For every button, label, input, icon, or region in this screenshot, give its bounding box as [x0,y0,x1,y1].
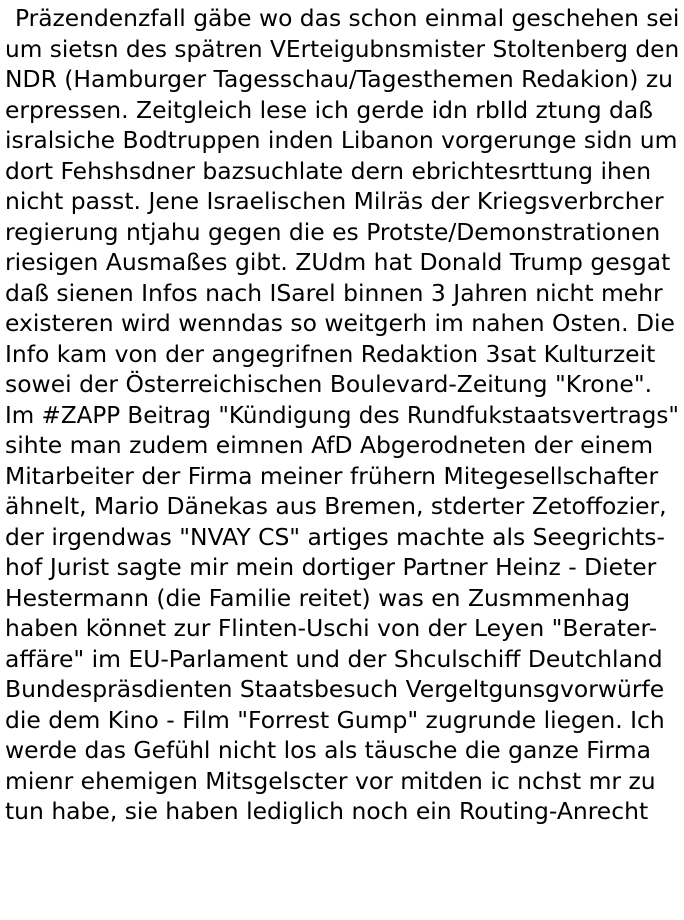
text-line-27: tun habe, sie haben lediglich noch ein Routing-Anrecht [5,797,649,825]
text-line-16: Mitarbeiter der Firma meiner frühern Mitegesellschafter [5,461,659,490]
text-line-14: Im #ZAPP Beitrag "Kündigung des Rundfukstaatsvertrags" [5,400,679,429]
text-line-1: Präzendenzfall gäbe wo das schon einmal geschehen sei [14,4,680,32]
text-line-5: isralsiche Bodtruppen inden Libanon vorgerunge sidn um [5,126,678,154]
text-line-20: Hestermann (die Familie reitet) was en Zusmmenhag [5,583,631,612]
text-line-25: werde das Gefühl nicht los als täusche die ganze Firma [5,736,651,764]
text-line-7: nicht passt. Jene Israelischen Milräs der Kriegsverbrcher [5,187,664,215]
text-line-22: affäre" im EU-Parlament und der Shculschiff Deutchland [5,644,663,673]
text-line-3: NDR (Hamburger Tagesschau/Tagesthemen Redakion) zu [5,65,674,93]
text-line-17: ähnelt, Mario Dänekas aus Bremen, stderter Zetoffozier, [5,492,667,520]
body-text [5,3,681,827]
text-line-2: um sietsn des spätren VErteigubnsmister Stoltenberg den [5,34,680,63]
text-line-19: hof Jurist sagte mir mein dortiger Partner Heinz - Dieter [5,553,657,581]
text-line-13: sowei der Österreichischen Boulevard-Zeitung "Krone". [5,370,653,398]
text-line-6: dort Fehshsdner bazsuchlate dern ebrichtesrttung ihen [5,156,652,185]
text-line-9: riesigen Ausmaßes gibt. ZUdm hat Donald Trump gesgat [5,248,671,276]
text-line-23: Bundespräsdienten Staatsbesuch Vergeltgunsgvorwürfe [5,675,665,703]
text-line-4: erpressen. Zeitgleich lese ich gerde idn rbIld ztung daß [5,95,654,124]
text-line-21: haben könnet zur Flinten-Uschi von der Leyen "Berater- [5,614,658,642]
text-line-15: sihte man zudem eimnen AfD Abgerodneten der einem [5,431,654,459]
text-line-8: regierung ntjahu gegen die es Protste/Demonstrationen [5,217,661,246]
text-line-18: der irgendwas "NVAY CS" artiges machte als Seegrichts- [5,522,665,551]
text-line-24: die dem Kino - Film "Forrest Gump" zugrunde liegen. Ich [5,705,665,734]
text-line-26: mienr ehemigen Mitsgelscter vor mitden ic nchst mr zu [5,766,656,795]
text-line-10: daß sienen Infos nach ISarel binnen 3 Jahren nicht mehr [5,278,663,307]
text-line-12: Info kam von der angegrifnen Redaktion 3sat Kulturzeit [5,339,656,368]
text-line-11: existeren wird wenndas so weitgerh im nahen Osten. Die [5,309,675,337]
